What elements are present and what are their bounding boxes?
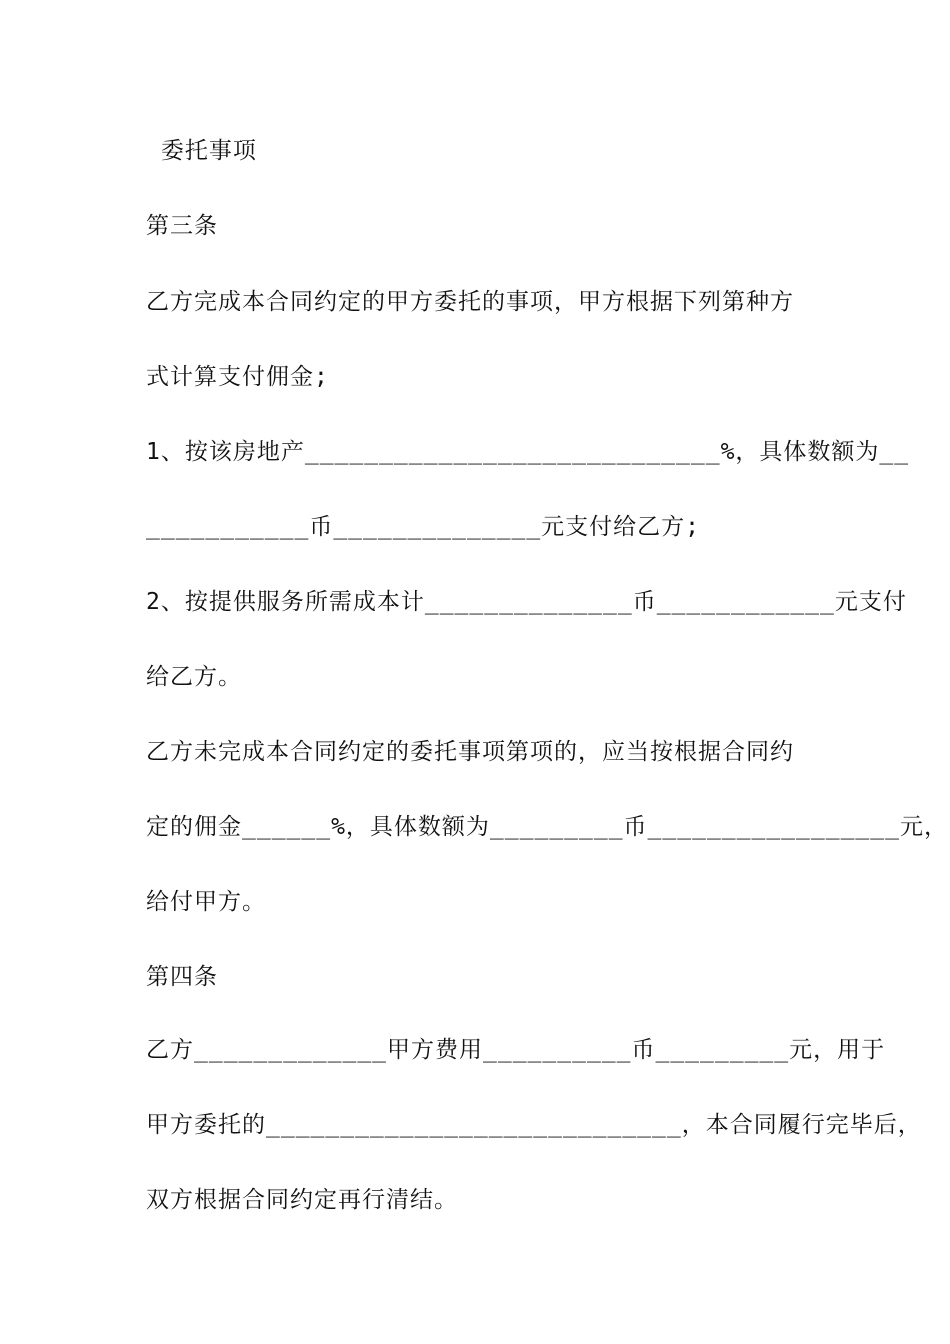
article-3-paragraph-1-cont: 式计算支付佣金;: [146, 364, 329, 390]
article-3-paragraph-1: 乙方完成本合同约定的甲方委托的事项，甲方根据下列第种方: [146, 289, 794, 315]
article-3-paragraph-2-cont: 定的佣金______%，具体数额为_________币_________________元，: [146, 814, 948, 840]
article-3-paragraph-2-end: 给付甲方。: [146, 889, 266, 915]
article-3-item-1: 1、按该房地产____________________________%，具体数额为__: [146, 439, 910, 465]
article-3-item-1-cont: ___________币______________元支付给乙方;: [146, 514, 701, 540]
article-3-item-2: 2、按提供服务所需成本计______________币____________元支付: [146, 589, 907, 615]
article-4-paragraph: 乙方_____________甲方费用__________币_________元，用于: [146, 1037, 886, 1063]
article-4-paragraph-cont: 甲方委托的____________________________，本合同履行完毕后，: [146, 1112, 922, 1138]
article-3-heading: 第三条: [146, 213, 218, 239]
article-4-paragraph-end: 双方根据合同约定再行清结。: [146, 1187, 458, 1213]
article-3-paragraph-2: 乙方未完成本合同约定的委托事项第项的，应当按根据合同约: [146, 739, 794, 765]
article-3-item-2-cont: 给乙方。: [146, 664, 242, 690]
article-4-heading: 第四条: [146, 964, 218, 990]
section-heading-entrusted-matters: 委托事项: [146, 138, 257, 164]
